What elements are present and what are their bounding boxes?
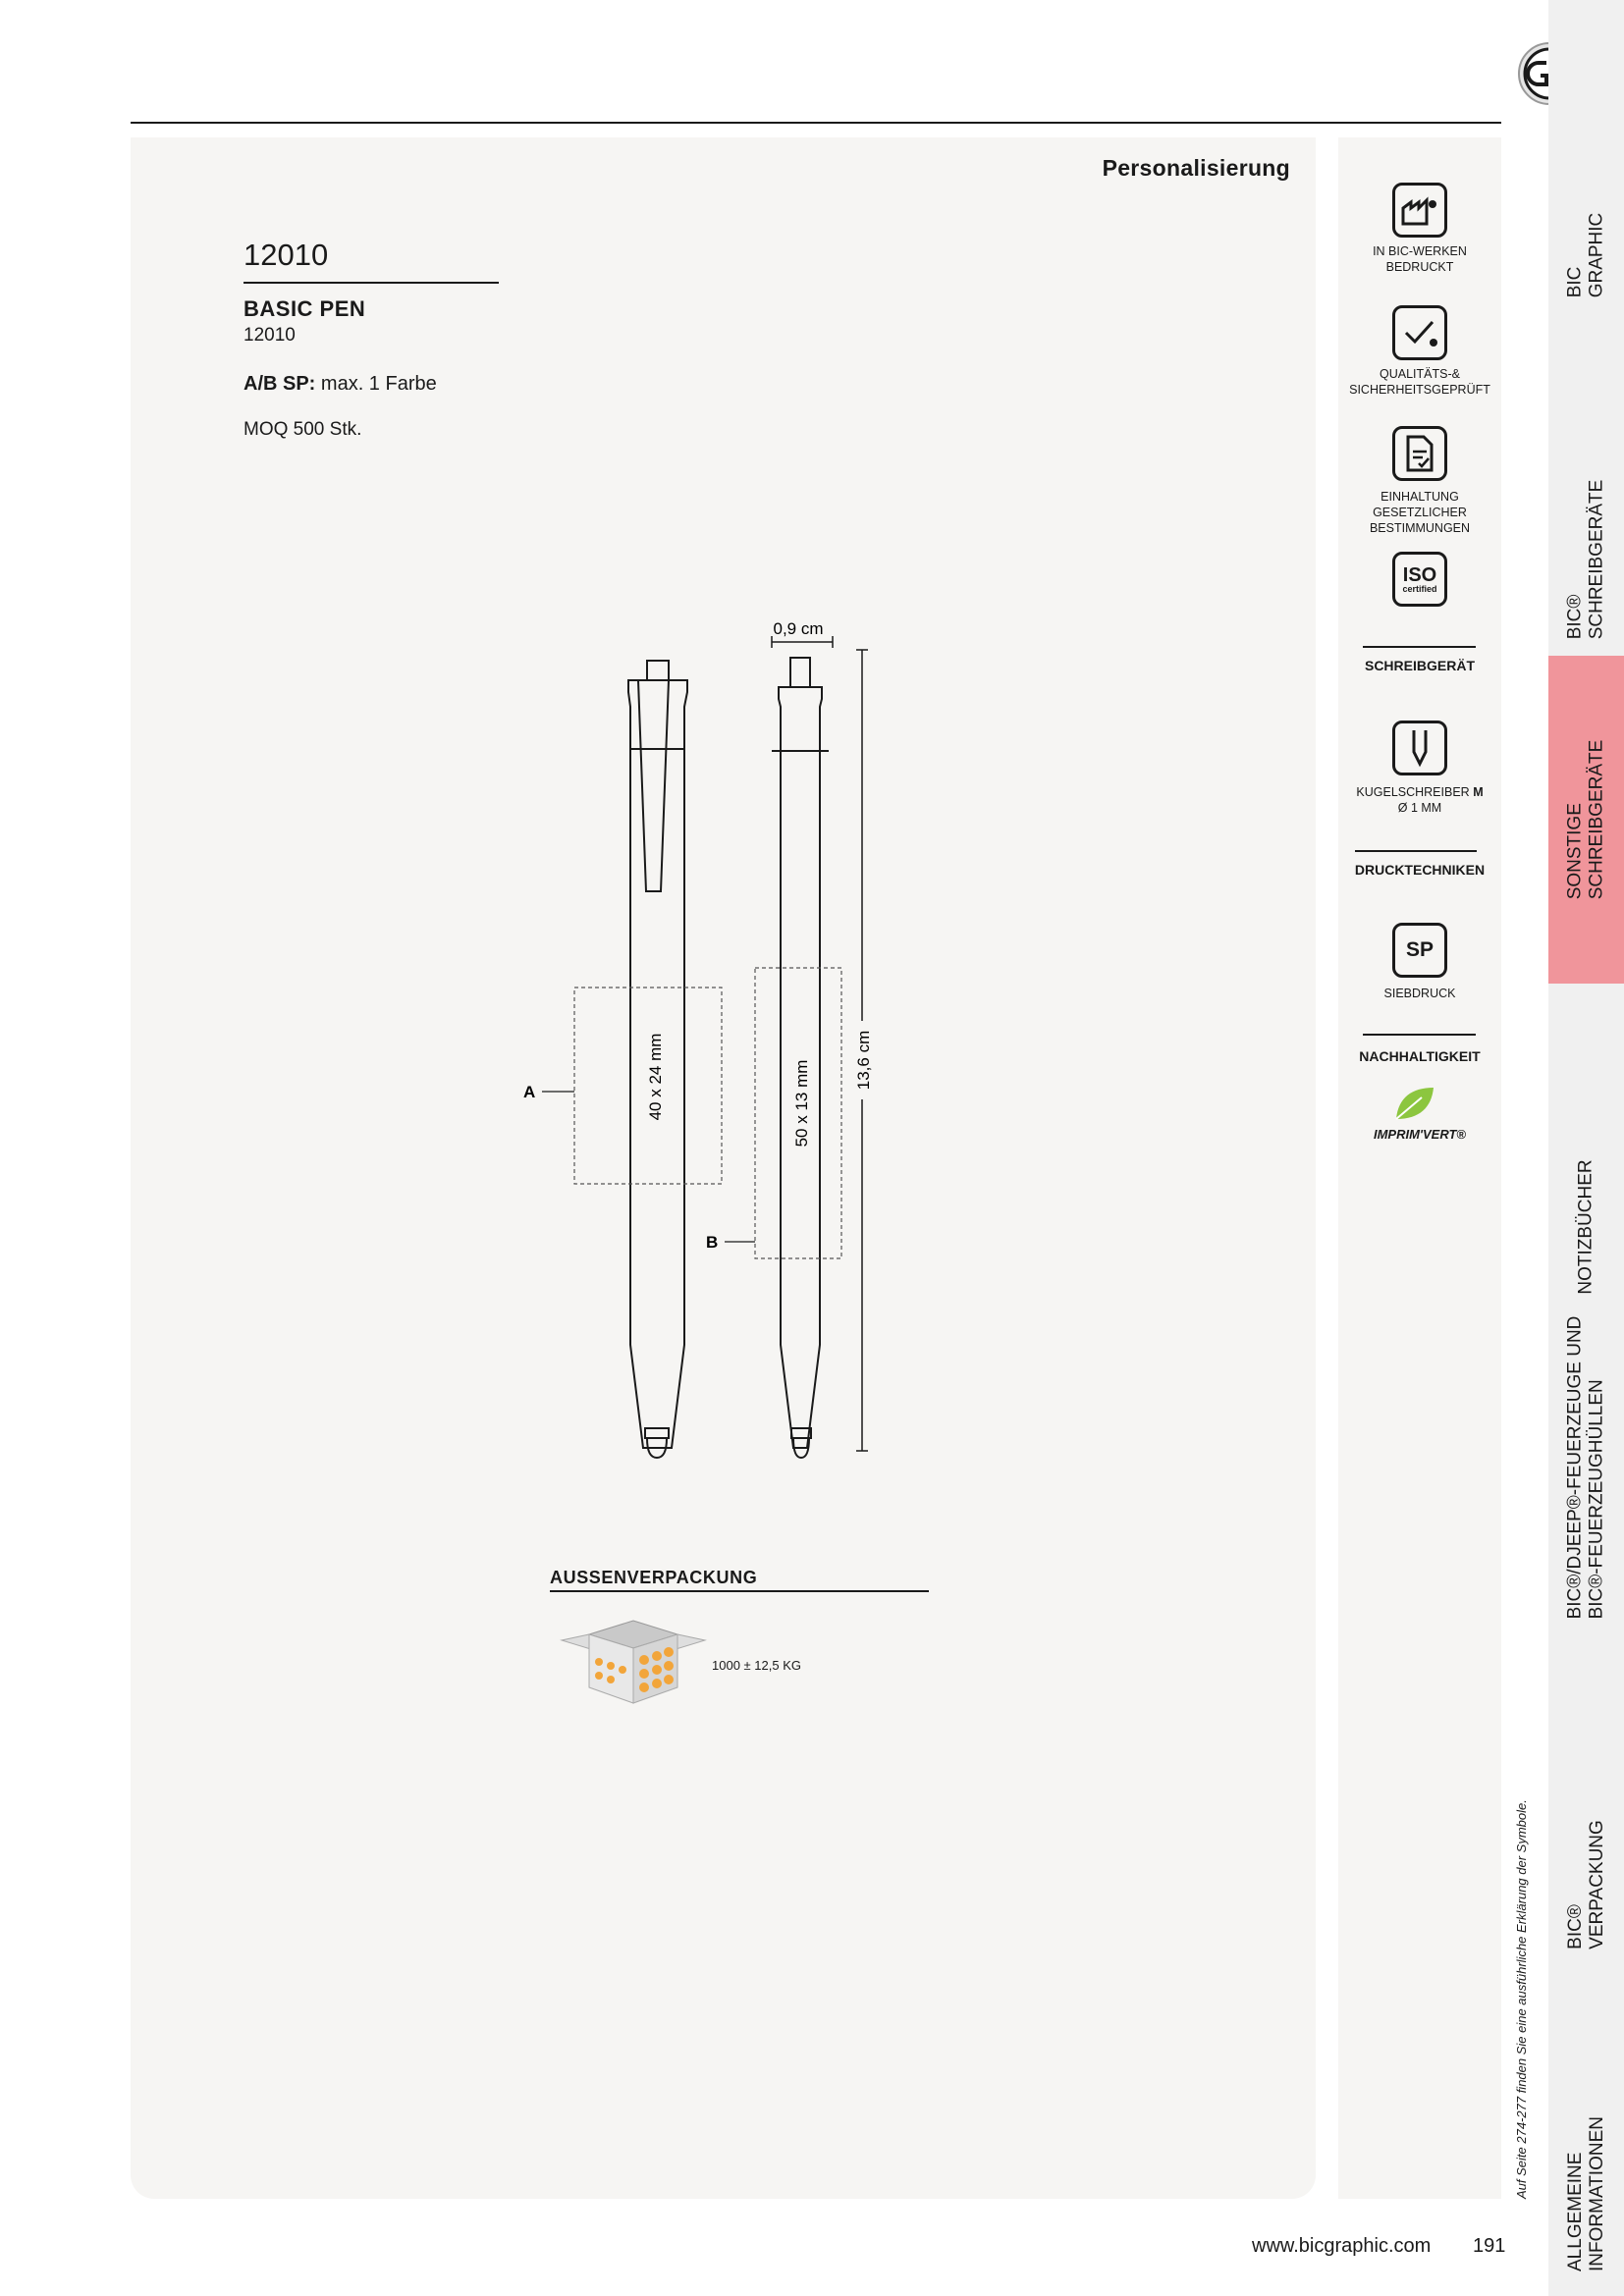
tab-bic-writing[interactable] <box>1548 432 1624 687</box>
writing-heading: SCHREIBGERÄT <box>1364 658 1475 673</box>
legal-caption: EINHALTUNG GESETZLICHER BESTIMMUNGEN <box>1369 490 1471 535</box>
tab-label: BIC®/DJEEP®-FEUERZEUGE UND <box>1564 1315 1586 1620</box>
box-icon <box>560 1615 709 1705</box>
pen-size: M <box>1473 785 1484 799</box>
footer-url[interactable]: www.bicgraphic.com <box>1252 2235 1432 2257</box>
print-option <box>244 373 437 396</box>
tab-label: INFORMATIONEN <box>1586 2115 1607 2271</box>
print-option-value: max. 1 Farbe <box>320 373 437 395</box>
packaging-rule <box>550 1590 929 1592</box>
writing-rule <box>1363 646 1476 648</box>
area-b-label: B <box>706 1233 719 1252</box>
tab-bic-graphic[interactable] <box>1548 128 1624 383</box>
tab-label: ALLGEMEINE <box>1564 2152 1586 2271</box>
width-label: 0,9 cm <box>773 619 824 638</box>
iso-certified-icon <box>1392 552 1447 607</box>
sustainability-heading: NACHHALTIGKEIT <box>1359 1048 1481 1064</box>
leaf-icon <box>1392 1084 1437 1123</box>
made-in-caption: IN BIC-WERKEN BEDRUCKT <box>1373 244 1467 274</box>
product-code: 12010 <box>244 325 296 346</box>
tab-label: GRAPHIC <box>1586 212 1607 298</box>
ballpoint-pen-icon <box>1392 721 1447 775</box>
area-a-label: A <box>523 1083 536 1101</box>
iso-text: ISO <box>1402 563 1437 586</box>
print-option-label: A/B SP: <box>244 373 316 395</box>
tab-label: NOTIZBÜCHER <box>1575 1159 1597 1295</box>
moq: MOQ 500 Stk. <box>244 419 362 440</box>
packaging-title: AUSSENVERPACKUNG <box>550 1568 758 1587</box>
section-title: Personalisierung <box>1102 155 1290 181</box>
tab-general-info[interactable] <box>1548 2091 1624 2296</box>
product-rule <box>244 282 499 284</box>
print-technique-heading: DRUCKTECHNIKEN <box>1354 862 1486 878</box>
area-b-size: 50 x 13 mm <box>792 1059 811 1148</box>
tab-lighters[interactable] <box>1548 1306 1624 1629</box>
quality-check-icon <box>1392 305 1447 360</box>
tab-label: BIC® <box>1564 1904 1586 1949</box>
factory-icon <box>1392 183 1447 238</box>
pen-diameter: Ø 1 MM <box>1397 801 1442 815</box>
tab-label: BIC®-FEUERZEUGHÜLLEN <box>1586 1379 1607 1620</box>
sustain-rule <box>1363 1034 1476 1036</box>
area-a-size: 40 x 24 mm <box>646 1033 665 1121</box>
imprim-vert-label: IMPRIM'VERT® <box>1373 1127 1467 1142</box>
tab-label: BIC® <box>1564 594 1586 640</box>
pen-front-view <box>772 658 829 1458</box>
tab-label: SONSTIGE <box>1564 803 1586 900</box>
pen-type-caption <box>1341 784 1498 816</box>
tab-label: BIC <box>1564 266 1586 298</box>
pen-type: KUGELSCHREIBER <box>1356 785 1470 799</box>
pen-drawing <box>511 609 903 1472</box>
legal-document-icon <box>1392 426 1447 481</box>
screen-print-caption: SIEBDRUCK <box>1383 987 1456 1000</box>
page-number: 191 <box>1473 2235 1506 2257</box>
tab-label: VERPACKUNG <box>1586 1820 1607 1949</box>
print-rule <box>1355 850 1477 852</box>
tab-label: SCHREIBGERÄTE <box>1586 739 1607 900</box>
screen-print-icon: SP <box>1392 923 1447 978</box>
packaging-quantity: 1000 ± 12,5 KG <box>712 1658 801 1673</box>
product-name: BASIC PEN <box>244 296 366 321</box>
iso-certified-text: certified <box>1402 583 1437 594</box>
tab-packaging[interactable] <box>1548 1757 1624 2012</box>
tab-label: SCHREIBGERÄTE <box>1586 479 1607 640</box>
top-rule <box>131 122 1501 124</box>
tab-other-writing[interactable] <box>1548 656 1624 984</box>
height-label: 13,6 cm <box>854 1030 873 1091</box>
product-number: 12010 <box>244 238 329 272</box>
symbol-note: Auf Seite 274-277 finden Sie eine ausführliche Erklärung der Symbole. <box>1514 1799 1529 2199</box>
quality-caption: QUALITÄTS-& SICHERHEITSGEPRÜFT <box>1349 367 1490 397</box>
